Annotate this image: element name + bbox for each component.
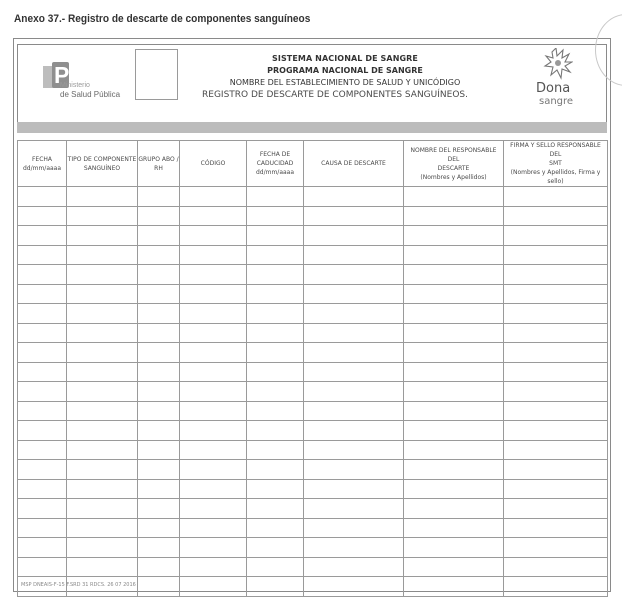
table-cell[interactable] [304,499,404,519]
table-row [18,401,608,421]
table-cell[interactable] [18,479,67,499]
table-cell[interactable] [247,557,304,577]
table-cell[interactable] [404,265,504,285]
table-cell[interactable] [504,245,608,265]
table-cell[interactable] [404,284,504,304]
dona-word: Dona [536,81,571,96]
header-line-1: SISTEMA NACIONAL DE SANGRE [272,54,418,63]
dona-sangre-logo [525,48,589,110]
table-cell[interactable] [504,557,608,577]
table-cell[interactable] [138,421,180,441]
table-row [18,187,608,207]
table-row [18,479,608,499]
table-cell[interactable] [404,460,504,480]
column-header-line: GRUPO ABO / [138,155,179,163]
table-cell[interactable] [247,479,304,499]
table-cell[interactable] [304,304,404,324]
table-cell[interactable] [18,440,67,460]
table-cell[interactable] [404,440,504,460]
table-cell[interactable] [180,382,247,402]
table-cell[interactable] [18,304,67,324]
table-cell[interactable] [304,557,404,577]
table-cell[interactable] [304,206,404,226]
table-row [18,538,608,558]
column-header-line: (Nombres y Apellidos, Firma y sello) [510,169,601,185]
table-row [18,421,608,441]
table-cell[interactable] [304,187,404,207]
table-cell[interactable] [504,479,608,499]
table-row [18,323,608,343]
table-cell[interactable] [180,206,247,226]
table-cell[interactable] [504,304,608,324]
column-header-line: SANGUÍNEO [83,164,121,172]
table-cell[interactable] [504,518,608,538]
column-header [18,141,67,187]
table-cell[interactable] [504,206,608,226]
table-cell[interactable] [138,304,180,324]
table-cell[interactable] [304,577,404,597]
table-cell[interactable] [504,538,608,558]
table-cell[interactable] [180,304,247,324]
table-cell[interactable] [247,362,304,382]
table-cell[interactable] [67,343,138,363]
column-header [138,141,180,187]
table-row [18,518,608,538]
table-cell[interactable] [180,323,247,343]
table-cell[interactable] [67,206,138,226]
table-cell[interactable] [504,499,608,519]
table-cell[interactable] [247,323,304,343]
table-cell[interactable] [504,323,608,343]
table-cell[interactable] [180,460,247,480]
table-cell[interactable] [247,577,304,597]
table-cell[interactable] [304,421,404,441]
table-cell[interactable] [18,206,67,226]
table-row [18,304,608,324]
table-cell[interactable] [404,206,504,226]
table-row [18,343,608,363]
table-cell[interactable] [18,518,67,538]
table-cell[interactable] [404,401,504,421]
table-cell[interactable] [247,187,304,207]
table-cell[interactable] [138,265,180,285]
table-cell[interactable] [304,245,404,265]
table-cell[interactable] [304,538,404,558]
column-header [67,141,138,187]
column-header-line: FECHA DE [259,151,291,158]
table-cell[interactable] [304,440,404,460]
table-cell[interactable] [67,362,138,382]
header-line-4: REGISTRO DE DESCARTE DE COMPONENTES SANGUÍNEOS. [202,90,468,100]
table-cell[interactable] [247,343,304,363]
table-cell[interactable] [247,401,304,421]
column-header-line: CAUSA DE DESCARTE [321,160,386,167]
table-cell[interactable] [180,557,247,577]
table-row [18,557,608,577]
column-header-line: dd/mm/aaaa [22,164,62,172]
table-cell[interactable] [138,499,180,519]
table-cell[interactable] [67,284,138,304]
table-cell[interactable] [138,577,180,597]
column-header-line: FECHA [31,155,53,163]
table-cell[interactable] [504,226,608,246]
table-cell[interactable] [180,401,247,421]
column-header-line: dd/mm/aaaa [255,169,295,176]
table-cell[interactable] [304,460,404,480]
table-cell[interactable] [138,401,180,421]
table-cell[interactable] [138,518,180,538]
footer-code: MSP DNEAIS-F-15 F.SRD 31 RDCS. 26 07 2016 [21,582,136,588]
table-cell[interactable] [304,265,404,285]
table-cell[interactable] [67,187,138,207]
column-header [304,141,404,187]
table-cell[interactable] [18,284,67,304]
table-cell[interactable] [304,382,404,402]
table-cell[interactable] [138,323,180,343]
dona-sangre-icon [543,48,573,82]
table-cell[interactable] [138,206,180,226]
table-cell[interactable] [67,323,138,343]
table-cell[interactable] [404,382,504,402]
table-cell[interactable] [247,440,304,460]
table-cell[interactable] [304,284,404,304]
table-cell[interactable] [18,499,67,519]
table-cell[interactable] [404,343,504,363]
table-cell[interactable] [180,479,247,499]
table-cell[interactable] [404,499,504,519]
table-cell[interactable] [67,440,138,460]
table-cell[interactable] [67,499,138,519]
column-header-line: CADUCIDAD [256,160,294,167]
table-cell[interactable] [180,343,247,363]
table-cell[interactable] [404,304,504,324]
table-cell[interactable] [404,245,504,265]
table-cell[interactable] [18,343,67,363]
table-cell[interactable] [404,421,504,441]
table-cell[interactable] [404,538,504,558]
table-cell[interactable] [504,421,608,441]
table-cell[interactable] [504,343,608,363]
table-cell[interactable] [504,401,608,421]
table-cell[interactable] [247,499,304,519]
table-cell[interactable] [304,479,404,499]
column-header-line: RH [154,164,163,172]
sangre-word: sangre [539,96,574,107]
table-cell[interactable] [67,265,138,285]
table-cell[interactable] [404,187,504,207]
table-cell[interactable] [504,265,608,285]
table-cell[interactable] [67,518,138,538]
table-cell[interactable] [138,382,180,402]
table-cell[interactable] [304,401,404,421]
table-cell[interactable] [138,557,180,577]
table-cell[interactable] [18,323,67,343]
column-header-line: DESCARTE [437,164,470,172]
table-cell[interactable] [304,323,404,343]
table-row [18,265,608,285]
table-cell[interactable] [504,577,608,597]
table-row [18,226,608,246]
header-text-block [180,53,510,101]
table-cell[interactable] [180,577,247,597]
table-cell[interactable] [138,187,180,207]
table-cell[interactable] [18,557,67,577]
column-header [404,141,504,187]
table-row [18,362,608,382]
table-cell[interactable] [404,518,504,538]
table-cell[interactable] [180,499,247,519]
header-line-3: NOMBRE DEL ESTABLECIMIENTO DE SALUD Y UNICÓDIGO [229,78,461,87]
table-cell[interactable] [404,323,504,343]
table-cell[interactable] [180,538,247,558]
table-cell[interactable] [504,284,608,304]
column-header-line: TIPO DE COMPONENTE [67,155,137,163]
table-cell[interactable] [180,284,247,304]
table-cell[interactable] [67,245,138,265]
column-header-line: CÓDIGO [200,160,226,167]
msp-logo [27,60,125,104]
table-cell[interactable] [404,479,504,499]
table-cell[interactable] [180,245,247,265]
table-cell[interactable] [247,538,304,558]
table-cell[interactable] [138,343,180,363]
table-cell[interactable] [138,538,180,558]
table-cell[interactable] [138,479,180,499]
table-cell[interactable] [67,557,138,577]
table-cell[interactable] [504,362,608,382]
table-cell[interactable] [404,557,504,577]
column-header-line: (Nombres y Apellidos) [420,173,487,181]
table-cell[interactable] [247,304,304,324]
table-cell[interactable] [304,518,404,538]
msp-logo-icon: P [43,62,71,92]
table-cell[interactable] [247,265,304,285]
table-row [18,284,608,304]
table-cell[interactable] [504,440,608,460]
table-cell[interactable] [18,421,67,441]
table-cell[interactable] [67,479,138,499]
table-cell[interactable] [180,518,247,538]
table-cell[interactable] [18,382,67,402]
table-cell[interactable] [67,460,138,480]
table-cell[interactable] [504,460,608,480]
table-cell[interactable] [18,226,67,246]
table-cell[interactable] [247,460,304,480]
table-cell[interactable] [180,362,247,382]
table-cell[interactable] [247,421,304,441]
table-cell[interactable] [138,245,180,265]
table-cell[interactable] [138,460,180,480]
table-cell[interactable] [138,226,180,246]
table-cell[interactable] [404,577,504,597]
table-cell[interactable] [67,421,138,441]
table-cell[interactable] [247,518,304,538]
table-row [18,382,608,402]
msp-ministry-text: Ministerio [60,82,90,89]
column-header [180,141,247,187]
table-cell[interactable] [180,187,247,207]
table-header-row [18,141,608,187]
annex-title: Anexo 37.- Registro de descarte de componentes sanguíneos [14,13,311,25]
table-cell[interactable] [247,284,304,304]
table-row [18,440,608,460]
table-cell[interactable] [304,362,404,382]
table-row [18,245,608,265]
table-cell[interactable] [67,401,138,421]
header-line-2: PROGRAMA NACIONAL DE SANGRE [267,66,423,75]
table-cell[interactable] [404,226,504,246]
table-cell[interactable] [247,226,304,246]
table-cell[interactable] [18,245,67,265]
table-cell[interactable] [138,362,180,382]
table-row [18,499,608,519]
column-header-line: FIRMA Y SELLO RESPONSABLE DEL [510,142,601,158]
column-header [504,141,608,187]
table-cell[interactable] [304,343,404,363]
table-cell[interactable] [138,440,180,460]
table-cell[interactable] [504,187,608,207]
discard-table [17,140,608,597]
column-header-line: NOMBRE DEL RESPONSABLE DEL [410,146,497,163]
table-cell[interactable] [67,304,138,324]
table-cell[interactable] [67,538,138,558]
table-row [18,206,608,226]
gray-band [17,122,607,133]
table-cell[interactable] [304,226,404,246]
table-cell[interactable] [247,206,304,226]
table-cell[interactable] [18,460,67,480]
table-cell[interactable] [180,440,247,460]
table-row [18,460,608,480]
table-cell[interactable] [18,401,67,421]
table-cell[interactable] [138,284,180,304]
table-cell[interactable] [18,362,67,382]
table-cell[interactable] [180,421,247,441]
column-header-line: SMT [549,160,562,167]
table-cell[interactable] [247,245,304,265]
column-header [247,141,304,187]
table-cell[interactable] [180,265,247,285]
table-cell[interactable] [18,187,67,207]
table-cell[interactable] [18,538,67,558]
table-cell[interactable] [180,226,247,246]
msp-name-text: de Salud Pública [60,90,121,99]
table-cell[interactable] [67,226,138,246]
table-cell[interactable] [67,382,138,402]
table-cell[interactable] [404,362,504,382]
table-cell[interactable] [504,382,608,402]
table-cell[interactable] [18,265,67,285]
table-cell[interactable] [247,382,304,402]
